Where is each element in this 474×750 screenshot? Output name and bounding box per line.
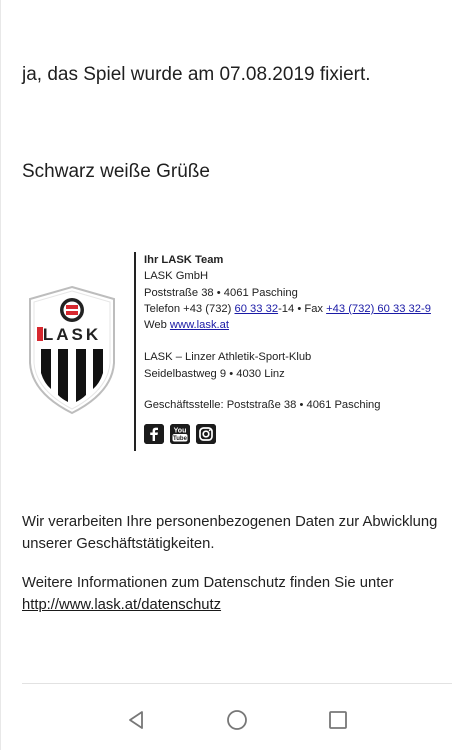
privacy-paragraph-1: Wir verarbeiten Ihre personenbezogenen Daten zur Abwicklung unserer Geschäftstätigkeiten. xyxy=(22,514,438,552)
signature-phone-line xyxy=(144,301,431,317)
instagram-icon[interactable] xyxy=(196,424,216,444)
signature-address-1: Poststraße 38 • 4061 Pasching xyxy=(144,286,298,299)
android-navigation-bar xyxy=(0,690,474,750)
privacy-link[interactable]: http://www.lask.at/datenschutz xyxy=(22,597,222,613)
phone-link[interactable]: 60 33 32 xyxy=(234,302,279,315)
privacy-notice xyxy=(22,511,452,633)
signature-club: LASK – Linzer Athletik-Sport-Klub xyxy=(144,351,312,364)
youtube-icon[interactable] xyxy=(170,424,190,444)
message-line-2: Schwarz weiße Grüße xyxy=(22,161,210,182)
logo-wordmark: LASK xyxy=(42,325,102,344)
web-link[interactable]: www.lask.at xyxy=(169,319,229,332)
message-line-1: ja, das Spiel wurde am 07.08.2019 fixiert. xyxy=(22,64,371,85)
signature-address-2: Seidelbastweg 9 • 4030 Linz xyxy=(144,367,285,380)
phone-label: Telefon +43 (732) xyxy=(144,302,235,315)
lask-logo xyxy=(26,285,118,415)
web-label: Web xyxy=(144,319,170,332)
signature-office: Geschäftsstelle: Poststraße 38 • 4061 Pasching xyxy=(144,399,381,412)
left-edge-border xyxy=(0,0,1,750)
home-circle-icon[interactable] xyxy=(221,704,253,736)
recents-square-icon[interactable] xyxy=(322,704,354,736)
bottom-divider xyxy=(22,683,452,684)
fax-label: -14 • Fax xyxy=(278,302,327,315)
privacy-paragraph-2 xyxy=(22,572,452,616)
signature-team: Ihr LASK Team xyxy=(144,254,224,266)
youtube-label-top: You xyxy=(173,427,187,435)
signature-text xyxy=(144,252,431,413)
social-links xyxy=(144,424,216,444)
signature-company: LASK GmbH xyxy=(144,270,209,283)
fax-link[interactable]: +43 (732) 60 33 32-9 xyxy=(326,302,431,315)
signature-web-line xyxy=(144,317,431,333)
facebook-icon[interactable] xyxy=(144,424,164,444)
youtube-label-bottom: Tube xyxy=(173,436,187,442)
email-signature xyxy=(26,252,456,452)
signature-divider xyxy=(134,252,136,451)
back-triangle-icon[interactable] xyxy=(120,704,152,736)
privacy-text: Weitere Informationen zum Datenschutz finden Sie unter xyxy=(22,575,394,591)
